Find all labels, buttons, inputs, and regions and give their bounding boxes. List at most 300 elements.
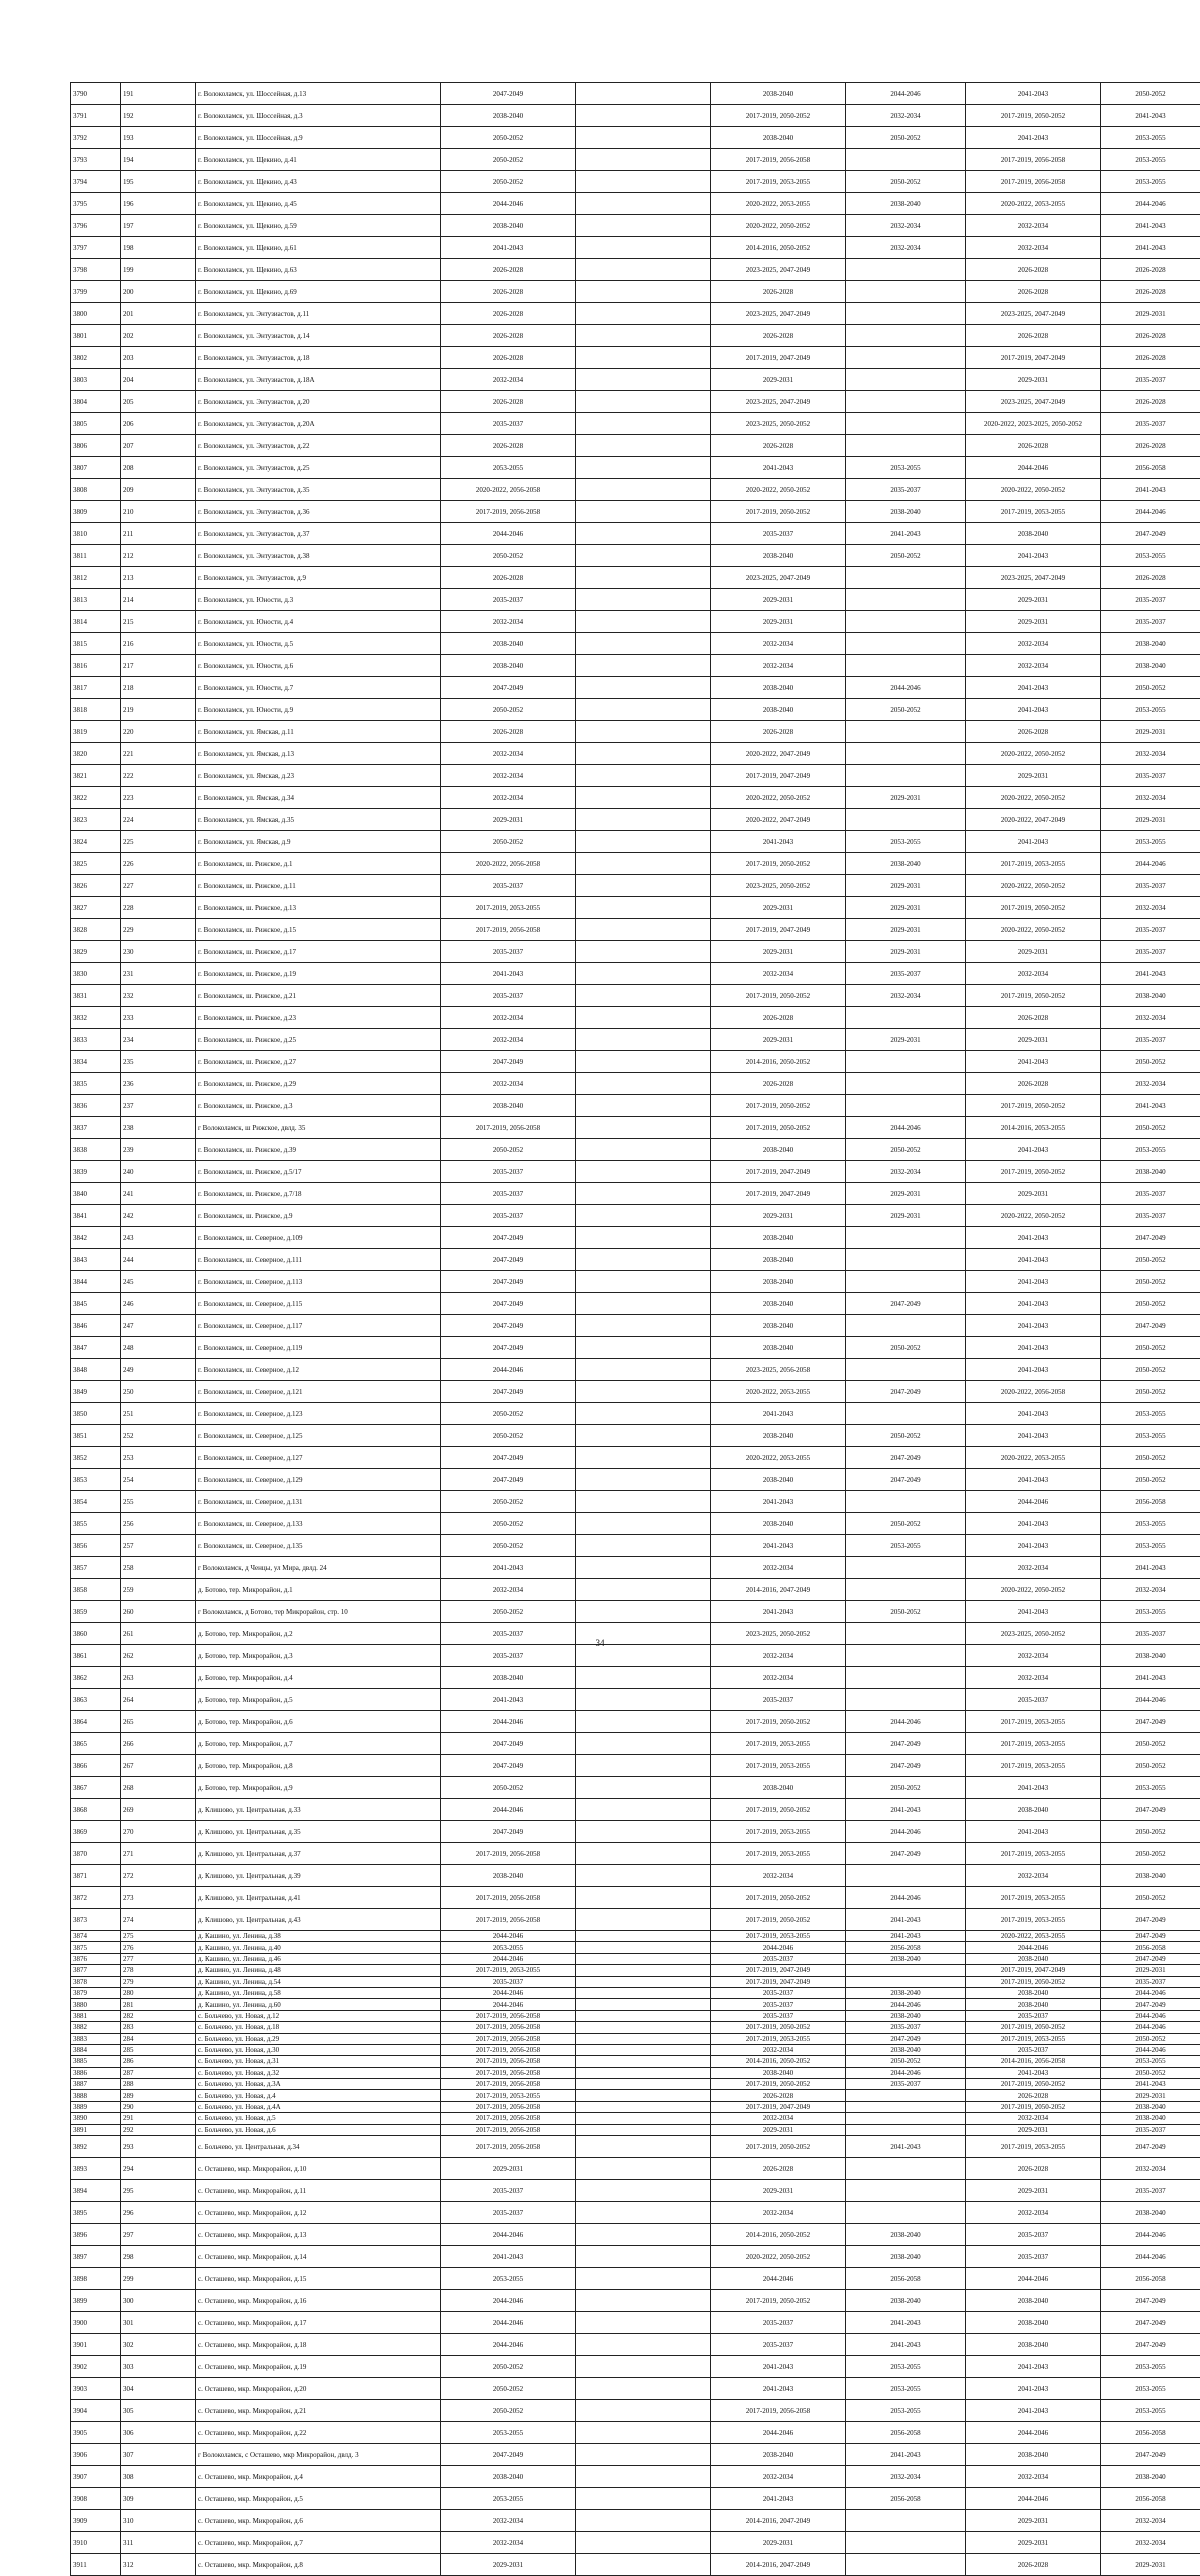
period-cell-5: 2020-2022, 2050-2052 — [966, 1205, 1101, 1227]
period-cell-3: 2017-2019, 2050-2052 — [711, 2136, 846, 2158]
period-cell-2 — [576, 1799, 711, 1821]
period-cell-5: 2041-2043 — [966, 1227, 1101, 1249]
period-cell-6: 2053-2055 — [1101, 1777, 1200, 1799]
period-cell-5: 2026-2028 — [966, 281, 1101, 303]
period-cell-5: 2032-2034 — [966, 1865, 1101, 1887]
period-cell-1: 2026-2028 — [441, 567, 576, 589]
period-cell-5: 2041-2043 — [966, 1513, 1101, 1535]
period-cell-6: 2038-2040 — [1101, 1865, 1200, 1887]
address-cell: г. Волоколамск, ул. Щекино, д.69 — [196, 281, 441, 303]
period-cell-3: 2023-2025, 2047-2049 — [711, 391, 846, 413]
table-row — [71, 2268, 1200, 2290]
house-number-cell: 256 — [121, 1513, 196, 1535]
address-cell: г. Волоколамск, ул. Ямская, д.11 — [196, 721, 441, 743]
table-row — [71, 2290, 1200, 2312]
period-cell-1: 2047-2049 — [441, 83, 576, 105]
period-cell-3: 2035-2037 — [711, 523, 846, 545]
period-cell-1: 2017-2019, 2056-2058 — [441, 2022, 576, 2033]
period-cell-2 — [576, 1535, 711, 1557]
house-number-cell: 230 — [121, 941, 196, 963]
row-index-cell: 3826 — [71, 875, 121, 897]
house-number-cell: 206 — [121, 413, 196, 435]
period-cell-1: 2047-2049 — [441, 677, 576, 699]
period-cell-2 — [576, 2422, 711, 2444]
period-cell-5: 2038-2040 — [966, 523, 1101, 545]
period-cell-5: 2035-2037 — [966, 2010, 1101, 2021]
house-number-cell: 236 — [121, 1073, 196, 1095]
period-cell-2 — [576, 1887, 711, 1909]
period-cell-1: 2041-2043 — [441, 237, 576, 259]
period-cell-2 — [576, 2136, 711, 2158]
period-cell-6: 2053-2055 — [1101, 699, 1200, 721]
row-index-cell: 3898 — [71, 2268, 121, 2290]
period-cell-6: 2038-2040 — [1101, 2101, 1200, 2112]
period-cell-2 — [576, 1139, 711, 1161]
table-row — [71, 1403, 1200, 1425]
house-number-cell: 291 — [121, 2113, 196, 2124]
period-cell-5: 2029-2031 — [966, 2124, 1101, 2135]
row-index-cell: 3905 — [71, 2422, 121, 2444]
house-number-cell: 284 — [121, 2033, 196, 2044]
period-cell-4 — [846, 1007, 966, 1029]
address-cell: г. Волоколамск, ш. Северное, д.121 — [196, 1381, 441, 1403]
period-cell-4: 2047-2049 — [846, 2033, 966, 2044]
period-cell-4: 2050-2052 — [846, 127, 966, 149]
table-row — [71, 149, 1200, 171]
row-index-cell: 3862 — [71, 1667, 121, 1689]
period-cell-3: 2014-2016, 2050-2052 — [711, 2056, 846, 2067]
period-cell-6: 2044-2046 — [1101, 1987, 1200, 1998]
address-cell: д. Кашино, ул. Ленина, д.48 — [196, 1965, 441, 1976]
row-index-cell: 3906 — [71, 2444, 121, 2466]
table-row — [71, 655, 1200, 677]
period-cell-1: 2026-2028 — [441, 325, 576, 347]
period-cell-1: 2044-2046 — [441, 1711, 576, 1733]
period-cell-2 — [576, 2067, 711, 2078]
period-cell-2 — [576, 215, 711, 237]
table-row — [71, 919, 1200, 941]
address-cell: с. Осташево, мкр. Микрорайон, д.8 — [196, 2554, 441, 2576]
period-cell-2 — [576, 1007, 711, 1029]
period-cell-2 — [576, 457, 711, 479]
period-cell-1: 2050-2052 — [441, 171, 576, 193]
period-cell-2 — [576, 2466, 711, 2488]
period-cell-4 — [846, 1579, 966, 1601]
address-cell: д. Кашино, ул. Ленина, д.40 — [196, 1942, 441, 1953]
period-cell-4 — [846, 149, 966, 171]
period-cell-3: 2044-2046 — [711, 2422, 846, 2444]
table-row — [71, 83, 1200, 105]
period-cell-4: 2044-2046 — [846, 1711, 966, 1733]
address-cell: с. Больчево, ул. Новая, д.4 — [196, 2090, 441, 2101]
address-cell: г. Волоколамск, ул. Юности, д.4 — [196, 611, 441, 633]
period-cell-3: 2017-2019, 2056-2058 — [711, 2400, 846, 2422]
address-cell: с. Осташево, мкр. Микрорайон, д.13 — [196, 2224, 441, 2246]
house-number-cell: 196 — [121, 193, 196, 215]
table-row — [71, 853, 1200, 875]
table-row — [71, 523, 1200, 545]
period-cell-6: 2050-2052 — [1101, 1733, 1200, 1755]
period-cell-5: 2038-2040 — [966, 1987, 1101, 1998]
period-cell-1: 2044-2046 — [441, 1953, 576, 1964]
period-cell-4 — [846, 1227, 966, 1249]
period-cell-3: 2014-2016, 2050-2052 — [711, 237, 846, 259]
period-cell-5: 2020-2022, 2053-2055 — [966, 1931, 1101, 1942]
period-cell-2 — [576, 589, 711, 611]
period-cell-2 — [576, 1999, 711, 2010]
period-cell-3: 2041-2043 — [711, 2378, 846, 2400]
period-cell-6: 2032-2034 — [1101, 2510, 1200, 2532]
house-number-cell: 264 — [121, 1689, 196, 1711]
period-cell-5: 2017-2019, 2053-2055 — [966, 1909, 1101, 1931]
house-number-cell: 242 — [121, 1205, 196, 1227]
period-cell-5: 2017-2019, 2050-2052 — [966, 105, 1101, 127]
address-cell: г. Волоколамск, ш. Северное, д.123 — [196, 1403, 441, 1425]
row-index-cell: 3839 — [71, 1161, 121, 1183]
house-number-cell: 276 — [121, 1942, 196, 1953]
period-cell-1: 2038-2040 — [441, 2466, 576, 2488]
table-row — [71, 2224, 1200, 2246]
table-row — [71, 1293, 1200, 1315]
period-cell-1: 2041-2043 — [441, 1689, 576, 1711]
period-cell-4: 2038-2040 — [846, 2246, 966, 2268]
row-index-cell: 3894 — [71, 2180, 121, 2202]
address-cell: г. Волоколамск, ул. Энтузиастов, д.18А — [196, 369, 441, 391]
period-cell-4 — [846, 743, 966, 765]
period-cell-6: 2047-2049 — [1101, 2444, 1200, 2466]
period-cell-4 — [846, 567, 966, 589]
period-cell-6: 2047-2049 — [1101, 1799, 1200, 1821]
period-cell-5: 2017-2019, 2053-2055 — [966, 853, 1101, 875]
period-cell-3: 2017-2019, 2050-2052 — [711, 2022, 846, 2033]
table-row — [71, 1667, 1200, 1689]
address-cell: г. Волоколамск, ш. Северное, д.127 — [196, 1447, 441, 1469]
period-cell-2 — [576, 2056, 711, 2067]
house-number-cell: 255 — [121, 1491, 196, 1513]
period-cell-4 — [846, 2510, 966, 2532]
period-cell-2 — [576, 149, 711, 171]
period-cell-3: 2020-2022, 2050-2052 — [711, 479, 846, 501]
period-cell-5: 2020-2022, 2053-2055 — [966, 193, 1101, 215]
row-index-cell: 3856 — [71, 1535, 121, 1557]
table-row — [71, 1755, 1200, 1777]
row-index-cell: 3896 — [71, 2224, 121, 2246]
period-cell-6: 2050-2052 — [1101, 677, 1200, 699]
house-number-cell: 246 — [121, 1293, 196, 1315]
house-number-cell: 293 — [121, 2136, 196, 2158]
period-cell-4 — [846, 1271, 966, 1293]
period-cell-5: 2041-2043 — [966, 2356, 1101, 2378]
period-cell-5: 2041-2043 — [966, 1139, 1101, 1161]
house-number-cell: 253 — [121, 1447, 196, 1469]
period-cell-1: 2035-2037 — [441, 1645, 576, 1667]
period-cell-6: 2047-2049 — [1101, 1711, 1200, 1733]
period-cell-3: 2041-2043 — [711, 1491, 846, 1513]
house-number-cell: 192 — [121, 105, 196, 127]
period-cell-6: 2050-2052 — [1101, 83, 1200, 105]
schedule-table-sheet — [70, 82, 1140, 2576]
period-cell-1: 2029-2031 — [441, 2554, 576, 2576]
table-row — [71, 2033, 1200, 2044]
period-cell-5: 2041-2043 — [966, 2400, 1101, 2422]
period-cell-2 — [576, 391, 711, 413]
period-cell-1: 2017-2019, 2056-2058 — [441, 2056, 576, 2067]
period-cell-6: 2050-2052 — [1101, 1271, 1200, 1293]
table-row — [71, 721, 1200, 743]
period-cell-4: 2047-2049 — [846, 1733, 966, 1755]
period-cell-3: 2044-2046 — [711, 2268, 846, 2290]
period-cell-3: 2020-2022, 2050-2052 — [711, 787, 846, 809]
house-number-cell: 241 — [121, 1183, 196, 1205]
period-cell-3: 2032-2034 — [711, 2044, 846, 2055]
period-cell-6: 2032-2034 — [1101, 1007, 1200, 1029]
row-index-cell: 3857 — [71, 1557, 121, 1579]
period-cell-4: 2038-2040 — [846, 501, 966, 523]
period-cell-1: 2038-2040 — [441, 1095, 576, 1117]
table-row — [71, 2113, 1200, 2124]
row-index-cell: 3886 — [71, 2067, 121, 2078]
address-cell: г. Волоколамск, ул. Щекино, д.59 — [196, 215, 441, 237]
period-cell-6: 2035-2037 — [1101, 1623, 1200, 1645]
row-index-cell: 3845 — [71, 1293, 121, 1315]
row-index-cell: 3843 — [71, 1249, 121, 1271]
table-row — [71, 1271, 1200, 1293]
period-cell-4 — [846, 1965, 966, 1976]
table-row — [71, 1535, 1200, 1557]
period-cell-1: 2047-2049 — [441, 1447, 576, 1469]
period-cell-1: 2044-2046 — [441, 2290, 576, 2312]
row-index-cell: 3824 — [71, 831, 121, 853]
table-row — [71, 2010, 1200, 2021]
period-cell-5: 2026-2028 — [966, 2554, 1101, 2576]
period-cell-3: 2026-2028 — [711, 435, 846, 457]
period-cell-6: 2056-2058 — [1101, 2268, 1200, 2290]
period-cell-3: 2032-2034 — [711, 1667, 846, 1689]
period-cell-4 — [846, 391, 966, 413]
period-cell-6: 2047-2049 — [1101, 1999, 1200, 2010]
page-number: 34 — [0, 1638, 1200, 1648]
period-cell-1: 2038-2040 — [441, 1667, 576, 1689]
house-number-cell: 231 — [121, 963, 196, 985]
table-row — [71, 1007, 1200, 1029]
period-cell-4: 2029-2031 — [846, 1183, 966, 1205]
period-cell-5: 2041-2043 — [966, 1601, 1101, 1623]
period-cell-6: 2056-2058 — [1101, 2422, 1200, 2444]
period-cell-6: 2035-2037 — [1101, 941, 1200, 963]
table-row — [71, 589, 1200, 611]
period-cell-5: 2023-2025, 2047-2049 — [966, 391, 1101, 413]
period-cell-5: 2020-2022, 2023-2025, 2050-2052 — [966, 413, 1101, 435]
row-index-cell: 3885 — [71, 2056, 121, 2067]
address-cell: г. Волоколамск, ул. Щекино, д.45 — [196, 193, 441, 215]
address-cell: с. Больчево, ул. Новая, д.18 — [196, 2022, 441, 2033]
period-cell-5: 2044-2046 — [966, 1942, 1101, 1953]
period-cell-6: 2047-2049 — [1101, 1909, 1200, 1931]
period-cell-1: 2032-2034 — [441, 787, 576, 809]
table-row — [71, 2180, 1200, 2202]
table-row — [71, 435, 1200, 457]
row-index-cell: 3888 — [71, 2090, 121, 2101]
period-cell-1: 2035-2037 — [441, 875, 576, 897]
row-index-cell: 3869 — [71, 1821, 121, 1843]
period-cell-5: 2041-2043 — [966, 2067, 1101, 2078]
address-cell: г. Волоколамск, ш. Рижское, д.1 — [196, 853, 441, 875]
period-cell-1: 2026-2028 — [441, 721, 576, 743]
period-cell-3: 2035-2037 — [711, 2334, 846, 2356]
period-cell-4: 2056-2058 — [846, 2422, 966, 2444]
period-cell-4: 2044-2046 — [846, 677, 966, 699]
period-cell-3: 2038-2040 — [711, 1271, 846, 1293]
period-cell-3: 2017-2019, 2050-2052 — [711, 985, 846, 1007]
period-cell-5: 2017-2019, 2053-2055 — [966, 2033, 1101, 2044]
period-cell-1: 2035-2037 — [441, 2202, 576, 2224]
period-cell-3: 2041-2043 — [711, 1601, 846, 1623]
period-cell-4 — [846, 303, 966, 325]
table-row — [71, 1469, 1200, 1491]
house-number-cell: 274 — [121, 1909, 196, 1931]
period-cell-3: 2029-2031 — [711, 2124, 846, 2135]
house-number-cell: 194 — [121, 149, 196, 171]
period-cell-2 — [576, 1205, 711, 1227]
period-cell-4: 2050-2052 — [846, 545, 966, 567]
period-cell-3: 2020-2022, 2053-2055 — [711, 1381, 846, 1403]
period-cell-1: 2050-2052 — [441, 831, 576, 853]
period-cell-1: 2050-2052 — [441, 545, 576, 567]
period-cell-4 — [846, 435, 966, 457]
period-cell-2 — [576, 1381, 711, 1403]
period-cell-5: 2017-2019, 2056-2058 — [966, 149, 1101, 171]
row-index-cell: 3877 — [71, 1965, 121, 1976]
period-cell-4 — [846, 2090, 966, 2101]
period-cell-2 — [576, 1579, 711, 1601]
table-row — [71, 1381, 1200, 1403]
row-index-cell: 3872 — [71, 1887, 121, 1909]
period-cell-2 — [576, 853, 711, 875]
period-cell-5: 2044-2046 — [966, 1491, 1101, 1513]
house-number-cell: 290 — [121, 2101, 196, 2112]
house-number-cell: 289 — [121, 2090, 196, 2101]
row-index-cell: 3858 — [71, 1579, 121, 1601]
address-cell: г. Волоколамск, ул. Энтузиастов, д.11 — [196, 303, 441, 325]
period-cell-2 — [576, 2224, 711, 2246]
period-cell-3: 2020-2022, 2053-2055 — [711, 1447, 846, 1469]
period-cell-5: 2017-2019, 2056-2058 — [966, 171, 1101, 193]
period-cell-4: 2050-2052 — [846, 1513, 966, 1535]
period-cell-4 — [846, 2554, 966, 2576]
row-index-cell: 3851 — [71, 1425, 121, 1447]
period-cell-1: 2017-2019, 2053-2055 — [441, 1965, 576, 1976]
period-cell-3: 2026-2028 — [711, 2158, 846, 2180]
period-cell-3: 2017-2019, 2053-2055 — [711, 171, 846, 193]
house-number-cell: 208 — [121, 457, 196, 479]
period-cell-1: 2032-2034 — [441, 369, 576, 391]
row-index-cell: 3891 — [71, 2124, 121, 2135]
period-cell-3: 2035-2037 — [711, 1987, 846, 1998]
period-cell-1: 2017-2019, 2056-2058 — [441, 2033, 576, 2044]
address-cell: с. Больчево, ул. Новая, д.32 — [196, 2067, 441, 2078]
address-cell: г. Волоколамск, ш. Рижское, д.29 — [196, 1073, 441, 1095]
period-cell-2 — [576, 1865, 711, 1887]
period-cell-2 — [576, 611, 711, 633]
period-cell-2 — [576, 897, 711, 919]
period-cell-6: 2047-2049 — [1101, 1315, 1200, 1337]
period-cell-1: 2035-2037 — [441, 1161, 576, 1183]
period-cell-1: 2050-2052 — [441, 2356, 576, 2378]
period-cell-2 — [576, 2488, 711, 2510]
house-number-cell: 221 — [121, 743, 196, 765]
period-cell-3: 2029-2031 — [711, 2532, 846, 2554]
address-cell: с. Осташево, мкр. Микрорайон, д.6 — [196, 2510, 441, 2532]
period-cell-4 — [846, 1051, 966, 1073]
period-cell-5: 2032-2034 — [966, 655, 1101, 677]
house-number-cell: 308 — [121, 2466, 196, 2488]
period-cell-1: 2017-2019, 2056-2058 — [441, 2101, 576, 2112]
period-cell-2 — [576, 1711, 711, 1733]
row-index-cell: 3830 — [71, 963, 121, 985]
period-cell-5: 2041-2043 — [966, 2378, 1101, 2400]
house-number-cell: 254 — [121, 1469, 196, 1491]
table-row — [71, 215, 1200, 237]
period-cell-2 — [576, 105, 711, 127]
period-cell-3: 2026-2028 — [711, 2090, 846, 2101]
period-cell-6: 2056-2058 — [1101, 2488, 1200, 2510]
period-cell-2 — [576, 1403, 711, 1425]
period-cell-1: 2032-2034 — [441, 2532, 576, 2554]
address-cell: с. Осташево, мкр. Микрорайон, д.10 — [196, 2158, 441, 2180]
period-cell-3: 2023-2025, 2047-2049 — [711, 259, 846, 281]
period-cell-2 — [576, 127, 711, 149]
table-row — [71, 303, 1200, 325]
period-cell-5: 2035-2037 — [966, 2246, 1101, 2268]
period-cell-5: 2041-2043 — [966, 831, 1101, 853]
period-cell-2 — [576, 2510, 711, 2532]
row-index-cell: 3863 — [71, 1689, 121, 1711]
house-number-cell: 222 — [121, 765, 196, 787]
row-index-cell: 3840 — [71, 1183, 121, 1205]
period-cell-2 — [576, 369, 711, 391]
period-cell-6: 2035-2037 — [1101, 765, 1200, 787]
period-cell-5: 2038-2040 — [966, 2334, 1101, 2356]
period-cell-1: 2044-2046 — [441, 2334, 576, 2356]
address-cell: г. Волоколамск, ул. Энтузиастов, д.25 — [196, 457, 441, 479]
period-cell-6: 2047-2049 — [1101, 523, 1200, 545]
table-row — [71, 347, 1200, 369]
period-cell-5: 2032-2034 — [966, 2466, 1101, 2488]
period-cell-6: 2047-2049 — [1101, 2290, 1200, 2312]
period-cell-3: 2029-2031 — [711, 611, 846, 633]
house-number-cell: 213 — [121, 567, 196, 589]
period-cell-3: 2017-2019, 2047-2049 — [711, 765, 846, 787]
period-cell-6: 2041-2043 — [1101, 963, 1200, 985]
period-cell-2 — [576, 919, 711, 941]
period-cell-6: 2038-2040 — [1101, 1645, 1200, 1667]
period-cell-1: 2044-2046 — [441, 523, 576, 545]
house-number-cell: 259 — [121, 1579, 196, 1601]
period-cell-1: 2047-2049 — [441, 1381, 576, 1403]
table-row — [71, 1987, 1200, 1998]
period-cell-1: 2017-2019, 2056-2058 — [441, 2067, 576, 2078]
period-cell-6: 2032-2034 — [1101, 1073, 1200, 1095]
period-cell-3: 2038-2040 — [711, 545, 846, 567]
house-number-cell: 267 — [121, 1755, 196, 1777]
house-number-cell: 220 — [121, 721, 196, 743]
period-cell-6: 2047-2049 — [1101, 2312, 1200, 2334]
address-cell: г. Волоколамск, ул. Шоссейная, д.3 — [196, 105, 441, 127]
house-number-cell: 263 — [121, 1667, 196, 1689]
period-cell-5: 2035-2037 — [966, 2044, 1101, 2055]
period-cell-6: 2038-2040 — [1101, 2113, 1200, 2124]
period-cell-3: 2017-2019, 2053-2055 — [711, 1733, 846, 1755]
